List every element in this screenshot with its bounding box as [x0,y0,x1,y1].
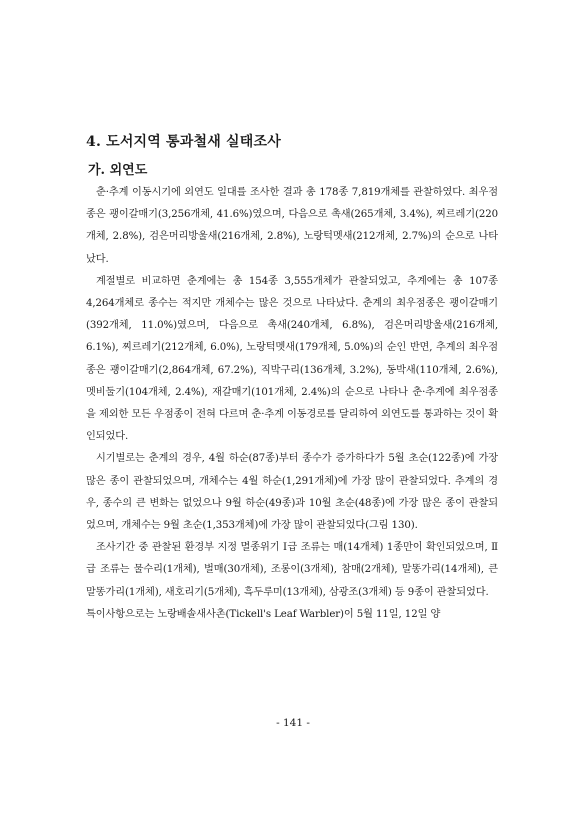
paragraph-special-notes: 특이사항으로는 노랑배솔새사촌(Tickell's Leaf Warbler)이 5월 11일, 12일 양 [86,608,441,620]
paragraph-summary: 춘·추계 이동시기에 외연도 일대를 조사한 결과 총 178종 7,819개체를 관찰하였다. 최우점종은 괭이갈매기(3,256개체, 41.6%)였으며, 다음으로 촉새(265개체, 3.4%), 찌르레기(220개체, 2.8%), 검은머리방울새(216개체, 2.8%), 노랑턱멧새(212개체, 2.7%)의 순으로 나타났다. [86,187,498,265]
page-number: - 141 - [276,717,310,729]
page-content [86,131,498,626]
paragraph-seasonal-comparison: 계절별로 비교하면 춘계에는 총 154종 3,555개체가 관찰되었고, 추계에는 총 107종 4,264개체로 종수는 적지만 개체수는 많은 것으로 나타났다. 춘계의 최우점종은 괭이갈매기(392개체, 11.0%)였으며, 다음으로 촉새(240개체, 6.8%), 검은머리방울새(216개체, 6.1%), 찌르레기(212개체, 6.0%), 노랑턱멧새(179개체, 5.0%)의 순인 반면, 추계의 최우점종은 괭이갈매기(2,864개체, 67.2%), 직박구리(136개체, 3.2%), 동박새(110개체, 2.6%), 멧비둘기(104개체, 2.4%), 재갈매기(101개체, 2.4%)의 순으로 나타나 춘·추계에 최우점종을 제외한 모든 우점종이 전혀 다르며 춘·추계 이동경로를 달리하여 외연도를 통과하는 것이 확인되었다. [86,275,498,443]
section-title: 4. 도서지역 통과철새 실태조사 [86,134,281,150]
paragraph-endangered-species: 조사기간 중 관찰된 환경부 지정 멸종위기 Ⅰ급 조류는 매(14개체) 1종만이 확인되었으며, Ⅱ급 조류는 물수리(1개체), 벌매(30개체), 조롱이(3개체), 참매(2개체), 말똥가리(14개체), 큰말똥가리(1개체), 새호리기(5개체), 흑두루미(13개체), 삼광조(3개체) 등 9종이 관찰되었다. [86,542,498,598]
paragraph-period-analysis: 시기별로는 춘계의 경우, 4월 하순(87종)부터 종수가 증가하다가 5월 초순(122종)에 가장 많은 종이 관찰되었으며, 개체수는 4월 하순(1,291개체)에 가장 많이 관찰되었다. 추계의 경우, 종수의 큰 변화는 없었으나 9월 하순(49종)과 10월 초순(48종)에 가장 많은 종이 관찰되었으며, 개체수는 9월 초순(1,353개체)에 가장 많이 관찰되었다(그림 130). [86,453,498,532]
subsection-title: 가. 외연도 [88,163,148,178]
